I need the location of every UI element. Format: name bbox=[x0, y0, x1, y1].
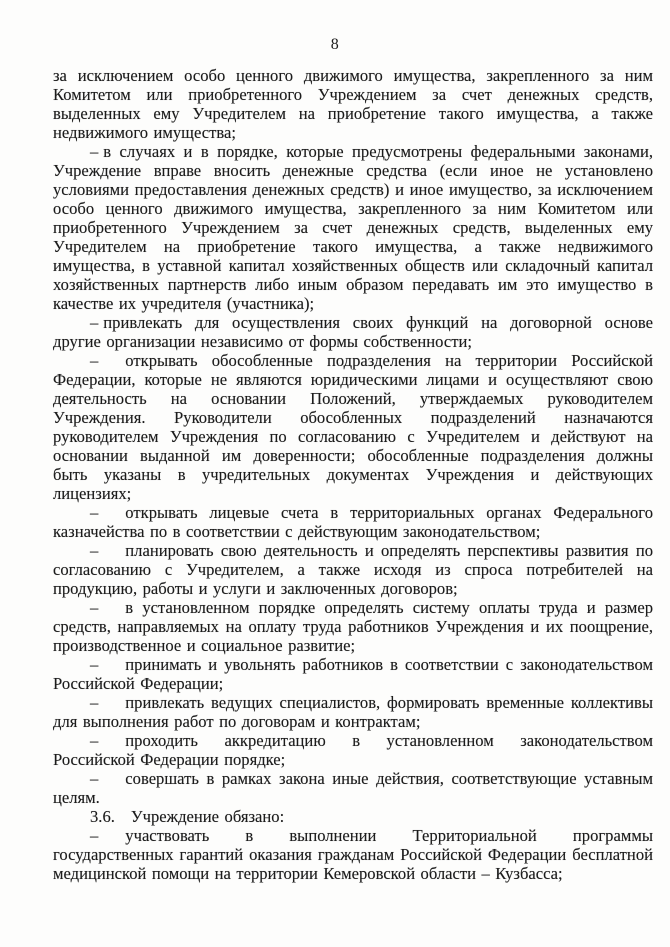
paragraph-text: участвовать в выполнении Территориальной программы государственных гарантий оказания гражданам Российской Федерации бесплатной медицинской помощи на территории Кемеровской области – Кузбасса; bbox=[53, 826, 653, 883]
paragraph-text: открывать лицевые счета в территориальных органах Федерального казначейства по в соответствии с действующим законодательством; bbox=[53, 503, 653, 541]
paragraph bbox=[53, 769, 653, 807]
paragraph bbox=[53, 503, 653, 541]
paragraph-text: принимать и увольнять работников в соответствии с законодательством Российской Федерации; bbox=[53, 655, 653, 693]
paragraph-text: планировать свою деятельность и определять перспективы развития по согласованию с Учредителем, а также исходя из спроса потребителей на продукцию, работы и услуги и заключенных договоров; bbox=[53, 541, 653, 598]
paragraph bbox=[53, 313, 653, 351]
paragraph-text: Учреждение обязано: bbox=[130, 807, 285, 826]
paragraph bbox=[53, 351, 653, 503]
paragraph-text: открывать обособленные подразделения на территории Российской Федерации, которые не являются юридическими лицами и осуществляют свою деятельность на основании Положений, утверждаемых руководителем Учреждения. Руководители обособленных подразделений назначаются руководителем Учреждения по согласованию с Учредителем и действуют на основании выданной им доверенности; обособленные подразделения должны быть указаны в учредительных документах Учреждения и действующих лицензиях; bbox=[53, 351, 653, 503]
paragraph-marker: – bbox=[90, 351, 99, 370]
paragraph-marker: – bbox=[90, 693, 99, 712]
page-number: 8 bbox=[330, 36, 340, 53]
paragraph-marker: – bbox=[90, 598, 99, 617]
document-body bbox=[53, 66, 653, 883]
paragraph bbox=[53, 731, 653, 769]
paragraph bbox=[53, 66, 653, 142]
paragraph bbox=[53, 142, 653, 313]
paragraph-text: в случаях и в порядке, которые предусмотрены федеральными законами, Учреждение вправе вносить денежные средства (если иное не установлено условиями предоставления денежных средств) и иное имущество, за исключением особо ценного движимого имущества, закрепленного за ним Комитетом или приобретенного Учреждением за счет денежных средств, выделенных ему Учредителем на приобретение такого имущества, а также недвижимого имущества, в уставной капитал хозяйственных обществ или складочный капитал хозяйственных партнерств либо иным образом передавать им это имущество в качестве их учредителя (участника); bbox=[53, 142, 653, 313]
paragraph bbox=[53, 598, 653, 655]
paragraph-text: проходить аккредитацию в установленном законодательством Российской Федерации порядке; bbox=[53, 731, 653, 769]
paragraph-text: за исключением особо ценного движимого имущества, закрепленного за ним Комитетом или приобретенного Учреждением за счет денежных средств, выделенных ему Учредителем на приобретение такого имущества, а также недвижимого имущества; bbox=[53, 66, 653, 142]
paragraph-marker: – bbox=[90, 826, 99, 845]
paragraph-marker: 3.6. bbox=[90, 807, 115, 826]
paragraph-marker: – bbox=[90, 655, 99, 674]
paragraph-marker: – bbox=[90, 503, 99, 522]
paragraph-text: привлекать ведущих специалистов, формировать временные коллективы для выполнения работ по договорам и контрактам; bbox=[53, 693, 653, 731]
paragraph bbox=[53, 826, 653, 883]
paragraph bbox=[53, 541, 653, 598]
paragraph-text: привлекать для осуществления своих функций на договорной основе другие организации независимо от формы собственности; bbox=[53, 313, 653, 351]
paragraph-marker: – bbox=[90, 142, 99, 161]
paragraph bbox=[53, 807, 653, 826]
paragraph-marker: – bbox=[90, 731, 99, 750]
paragraph-text: совершать в рамках закона иные действия, соответствующие уставным целям. bbox=[53, 769, 653, 807]
paragraph bbox=[53, 693, 653, 731]
paragraph-marker: – bbox=[90, 541, 99, 560]
paragraph bbox=[53, 655, 653, 693]
paragraph-text: в установленном порядке определять систему оплаты труда и размер средств, направляемых на оплату труда работников Учреждения и их поощрение, производственное и социальное развитие; bbox=[53, 598, 653, 655]
paragraph-marker: – bbox=[90, 769, 99, 788]
paragraph-marker: – bbox=[90, 313, 99, 332]
